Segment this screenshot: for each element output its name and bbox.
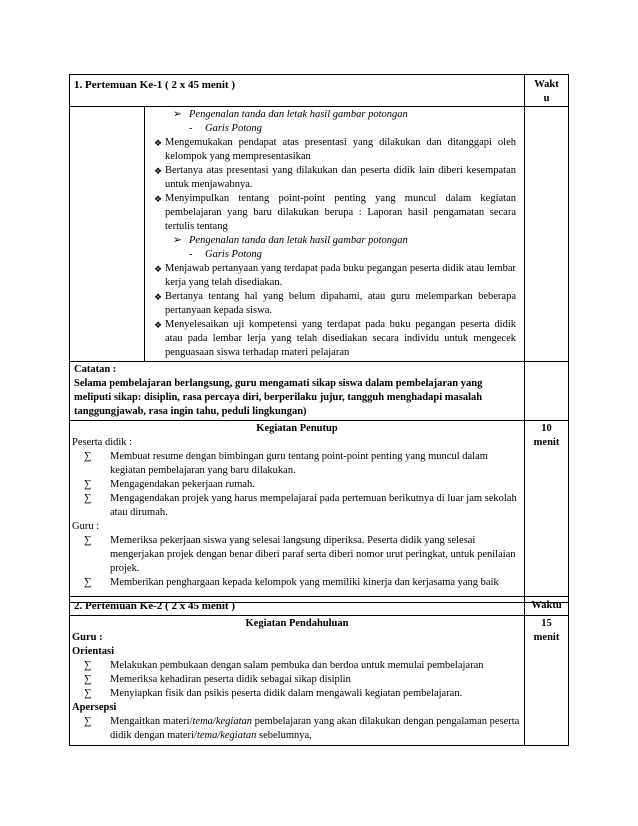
catatan-time-cell (525, 362, 568, 420)
sigma-bullet: ∑ (84, 479, 92, 490)
apersepsi-text: Mengaitkan materi/tema/kegiatan pembelajaran yang akan dilakukan dengan pengalaman peserta didik dengan materi/tema/kegiatan sebelumnya, (110, 716, 520, 741)
waktu-header-2: Waktu (531, 600, 562, 611)
inti-right-cell (145, 107, 525, 361)
diamond-bullet-icon: ❖ (154, 320, 163, 330)
inti-item-text: Bertanya tentang hal yang belum dipahami, atau guru melemparkan beberapa pertanyaan kepada siswa. (165, 291, 516, 316)
arrow-bullet-icon: ➢ (173, 109, 182, 120)
inti-item (145, 192, 524, 234)
arrow-bullet-icon: ➢ (173, 235, 182, 246)
guru-item (70, 534, 524, 576)
pendahuluan-time-unit: menit (533, 632, 560, 643)
orientasi-item (70, 659, 524, 673)
waktu-header-1 (525, 75, 568, 106)
inti-item (145, 234, 524, 248)
penutup-time-value: 10 (541, 423, 552, 434)
penutup-cell (70, 421, 525, 602)
guru-list (70, 534, 524, 590)
pertemuan-1-title: 1. Pertemuan Ke-1 ( 2 x 45 menit ) (70, 75, 525, 106)
diamond-bullet-icon: ❖ (154, 264, 163, 274)
peserta-item-text: Mengagendakan pekerjaan rumah. (110, 479, 255, 490)
inti-left-cell (70, 107, 145, 361)
table-1-catatan-row (70, 361, 568, 420)
table-pertemuan-2 (69, 596, 569, 746)
apersepsi-label: Apersepsi (72, 702, 117, 713)
sigma-bullet: ∑ (84, 451, 92, 462)
inti-item-text: Menyimpulkan tentang point-point penting yang muncul dalam kegiatan pembelajaran yang baru dilakukan berupa : Laporan hasil pengamatan secara tertulis tentang (165, 193, 516, 232)
diamond-bullet-icon: ❖ (154, 292, 163, 302)
pertemuan-2-title: 2. Pertemuan Ke-2 ( 2 x 45 menit ) (70, 597, 525, 615)
inti-item-text: Pengenalan tanda dan letak hasil gambar potongan (189, 109, 408, 120)
inti-inner-grid (70, 107, 525, 361)
inti-item-text: Pengenalan tanda dan letak hasil gambar potongan (189, 235, 408, 246)
orientasi-label: Orientasi (72, 646, 114, 657)
peserta-label: Peserta didik : (72, 437, 133, 448)
inti-item-text: Menjawab pertanyaan yang terdapat pada buku pegangan peserta didik atau lembar kerja yang telah disediakan. (165, 263, 516, 288)
table-1-header-row (70, 75, 568, 106)
inti-item-text: Mengemukakan pendapat atas presentasi yang dilakukan dan ditanggapi oleh kelompok yang mempresentasikan (165, 137, 516, 162)
orientasi-item-text: Melakukan pembukaan dengan salam pembuka dan berdoa untuk memulai pembelajaran (110, 660, 484, 671)
penutup-time-unit: menit (533, 437, 560, 448)
sigma-bullet: ∑ (84, 660, 92, 671)
inti-item-text: Garis Potong (205, 123, 262, 134)
inti-item (145, 164, 524, 192)
inti-content (70, 107, 525, 361)
sigma-bullet: ∑ (84, 577, 92, 588)
sigma-bullet: ∑ (84, 716, 92, 727)
peserta-list (70, 450, 524, 520)
orientasi-item (70, 673, 524, 687)
sigma-bullet: ∑ (84, 674, 92, 685)
guru-item-text: Memeriksa pekerjaan siswa yang selesai langsung diperiksa. Peserta didik yang selesai mengerjakan projek dengan benar diberi paraf serta diberi nomor urut peringkat, untuk penilaian projek. (110, 535, 516, 574)
table-pertemuan-1 (69, 74, 569, 603)
guru-item (70, 576, 524, 590)
pendahuluan-title: Kegiatan Pendahuluan (245, 618, 349, 629)
inti-item (145, 262, 524, 290)
dash-bullet: - (189, 249, 193, 260)
table-1-inti-row (70, 106, 568, 361)
orientasi-item (70, 687, 524, 701)
table-2-pendahuluan-row (70, 615, 568, 745)
peserta-item (70, 478, 524, 492)
peserta-item (70, 450, 524, 478)
inti-item (145, 318, 524, 360)
diamond-bullet-icon: ❖ (154, 166, 163, 176)
dash-bullet: - (189, 123, 193, 134)
inti-item (145, 122, 524, 136)
pendahuluan-time-value: 15 (541, 618, 552, 629)
peserta-item-text: Membuat resume dengan bimbingan guru tentang point-point penting yang muncul dalam kegiatan pembelajaran yang baru dilakukan. (110, 451, 488, 476)
sigma-bullet: ∑ (84, 688, 92, 699)
inti-item (145, 248, 524, 262)
inti-time-cell (525, 107, 568, 361)
orientasi-list (70, 659, 524, 701)
peserta-item-text: Mengagendakan projek yang harus mempelajarai pada pertemuan berikutnya di luar jam sekolah atau dirumah. (110, 493, 517, 518)
sigma-bullet: ∑ (84, 493, 92, 504)
guru-item-text: Memberikan penghargaan kepada kelompok yang memiliki kinerja dan kerjasama yang baik (110, 577, 499, 588)
waktu-header-line-1: Wakt (534, 79, 559, 90)
waktu-header-line-2: u (543, 93, 550, 104)
guru-label-2: Guru : (72, 632, 103, 643)
inti-item-text: Bertanya atas presentasi yang dilakukan dan peserta didik lain diberi kesempatan untuk menjawabnya. (165, 165, 516, 190)
pendahuluan-time-cell (525, 616, 568, 745)
inti-item (145, 290, 524, 318)
catatan-text: Selama pembelajaran berlangsung, guru mengamati sikap siswa dalam pembelajaran yang meliputi sikap: disiplin, rasa percaya diri, berperilaku jujur, tangguh menghadapi masalah tanggungjawab, rasa ingin tahu, peduli lingkungan) (74, 378, 483, 417)
inti-item (145, 136, 524, 164)
sigma-bullet: ∑ (84, 535, 92, 546)
inti-item-text: Menyelesaikan uji kompetensi yang terdapat pada buku pegangan peserta didik atau pada lembar lerja yang telah disediakan secara individu untuk mengecek penguasaan siswa terhadap materi pelajaran (165, 319, 516, 358)
catatan-cell (70, 362, 525, 420)
table-1-penutup-row (70, 420, 568, 602)
peserta-item (70, 492, 524, 520)
penutup-title: Kegiatan Penutup (256, 423, 338, 434)
apersepsi-item (70, 715, 524, 743)
table-2-header-row (70, 597, 568, 615)
penutup-time-cell (525, 421, 568, 602)
guru-label: Guru : (72, 521, 100, 532)
orientasi-item-text: Memeriksa kehadiran peserta didik sebagai sikap disiplin (110, 674, 351, 685)
pendahuluan-cell (70, 616, 525, 745)
inti-item-text: Garis Potong (205, 249, 262, 260)
inti-item (145, 108, 524, 122)
orientasi-item-text: Menyiapkan fisik dan psikis peserta didik dalam mengawali kegiatan pembelajaran. (110, 688, 463, 699)
diamond-bullet-icon: ❖ (154, 194, 163, 204)
catatan-label: Catatan : (74, 364, 117, 375)
diamond-bullet-icon: ❖ (154, 138, 163, 148)
